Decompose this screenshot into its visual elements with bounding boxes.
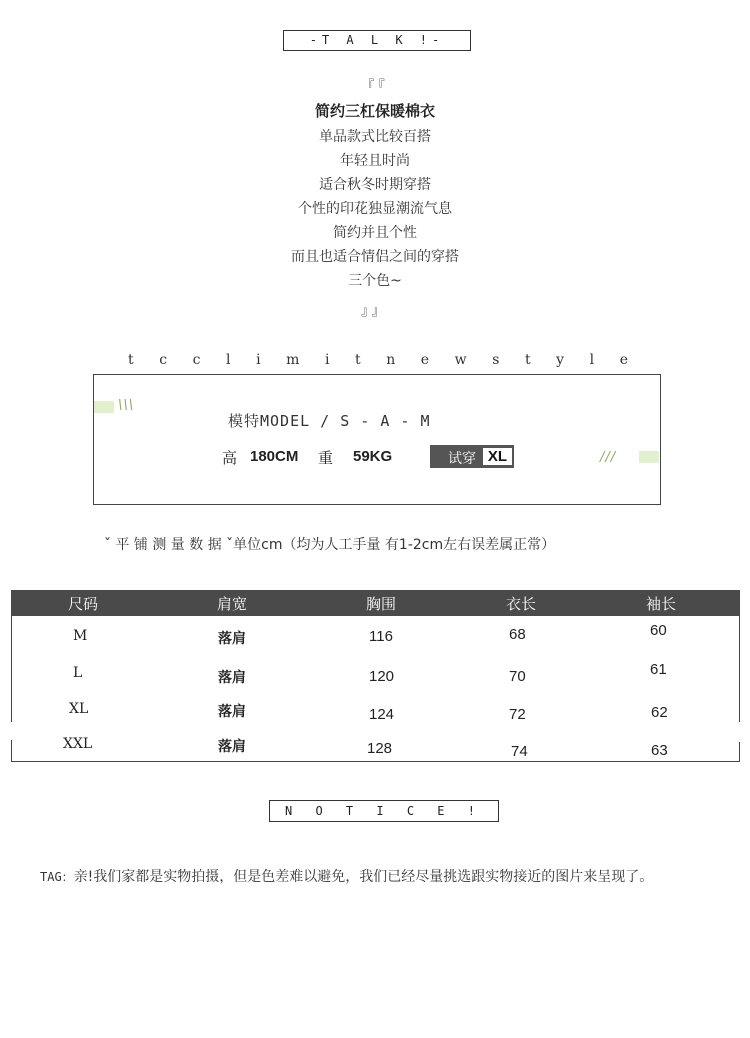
intro-line-2: 年轻且时尚 (340, 153, 410, 169)
table-cell-sleeve: 60 (650, 622, 667, 639)
header-shoulder: 肩宽 (217, 595, 248, 613)
product-title: 简约三杠保暖棉衣 (314, 102, 435, 120)
intro-line-1: 单品款式比较百搭 (319, 129, 431, 145)
table-cell-chest: 120 (369, 668, 395, 685)
brand-letter: t (355, 352, 361, 368)
brand-letter: c (159, 352, 168, 368)
brand-letter: t (524, 352, 531, 368)
intro-line-5: 简约并且个性 (333, 225, 417, 241)
table-cell-shoulder: 落肩 (218, 704, 246, 720)
height-value: 180CM (250, 448, 299, 465)
brand-letter: i (256, 352, 261, 368)
height-label: 高 (222, 449, 238, 467)
close-quote: 』』 (361, 304, 389, 319)
table-cell-shoulder: 落肩 (218, 670, 246, 686)
brand-letter: y (556, 352, 565, 368)
tryon-badge (430, 445, 514, 468)
brand-letter: l (589, 352, 595, 368)
intro-line-3: 适合秋冬时期穿搭 (319, 177, 431, 193)
table-border-right-lower (739, 742, 740, 762)
weight-value: 59KG (353, 448, 393, 465)
table-cell-chest: 124 (369, 706, 395, 723)
open-quote: 『『 (361, 79, 389, 94)
header-length: 衣长 (506, 595, 537, 613)
measurement-note: ˇ 平 铺 测 量 数 据 ˇ单位cm（均为人工手量 有1-2cm左右误差属正常） (104, 537, 556, 553)
talk-header-box (283, 30, 471, 51)
notice-label: N O T I C E ! (285, 804, 483, 818)
brand-letter: c (192, 352, 201, 368)
table-cell-size: XXL (63, 736, 93, 752)
table-border-gap-left (8, 722, 15, 740)
header-size: 尺码 (68, 595, 99, 613)
brand-letter: n (386, 352, 396, 368)
model-info-box (93, 374, 661, 505)
brand-letters (128, 352, 628, 368)
table-cell-size: L (73, 665, 83, 681)
table-border-bottom (11, 761, 740, 762)
tryon-label: 试穿 (448, 451, 476, 467)
tryon-size: XL (483, 448, 512, 465)
table-cell-length: 70 (509, 668, 526, 685)
intro-line-6: 而且也适合情侣之间的穿搭 (291, 249, 459, 265)
brand-letter: i (324, 352, 330, 368)
table-border-right (739, 616, 740, 722)
weight-label: 重 (318, 449, 334, 467)
talk-label: -T A L K !- (309, 33, 445, 47)
intro-line-4: 个性的印花独显潮流气息 (298, 201, 452, 217)
table-cell-shoulder: 落肩 (218, 631, 246, 647)
table-cell-size: XL (69, 701, 89, 717)
size-table-header (11, 590, 740, 616)
brand-letter: t (128, 352, 134, 368)
brand-letter: s (492, 352, 500, 368)
tag-prefix: TAG： (40, 870, 74, 884)
tag-note (40, 866, 653, 886)
intro-line-7: 三个色~ (348, 273, 402, 289)
brand-letter: l (226, 352, 231, 368)
green-accent-left (94, 401, 114, 413)
green-accent-right (639, 451, 659, 463)
brand-letter: w (454, 352, 467, 368)
table-cell-size: M (73, 628, 88, 644)
table-cell-length: 68 (509, 626, 526, 643)
header-sleeve: 袖长 (646, 595, 677, 613)
table-cell-shoulder: 落肩 (218, 739, 246, 755)
slashes-left: \\\ (118, 398, 135, 413)
table-cell-length: 74 (511, 743, 528, 760)
table-cell-sleeve: 62 (651, 704, 668, 721)
table-cell-chest: 116 (369, 628, 393, 645)
table-cell-chest: 128 (367, 740, 393, 757)
notice-header-box (269, 800, 499, 822)
table-cell-sleeve: 63 (651, 742, 668, 759)
brand-letter: e (420, 352, 430, 368)
slashes-right: /// (600, 450, 617, 465)
table-border-left (11, 616, 12, 762)
table-cell-length: 72 (509, 706, 526, 723)
tag-text: 亲!我们家都是实物拍摄，但是色差难以避免，我们已经尽量挑选跟实物接近的图片来呈现了。 (73, 869, 654, 885)
model-line: 模特MODEL / S - A - M (228, 412, 431, 430)
table-cell-sleeve: 61 (650, 661, 667, 678)
header-chest: 胸围 (366, 595, 397, 613)
brand-letter: m (286, 352, 300, 368)
brand-letter: e (619, 352, 628, 368)
